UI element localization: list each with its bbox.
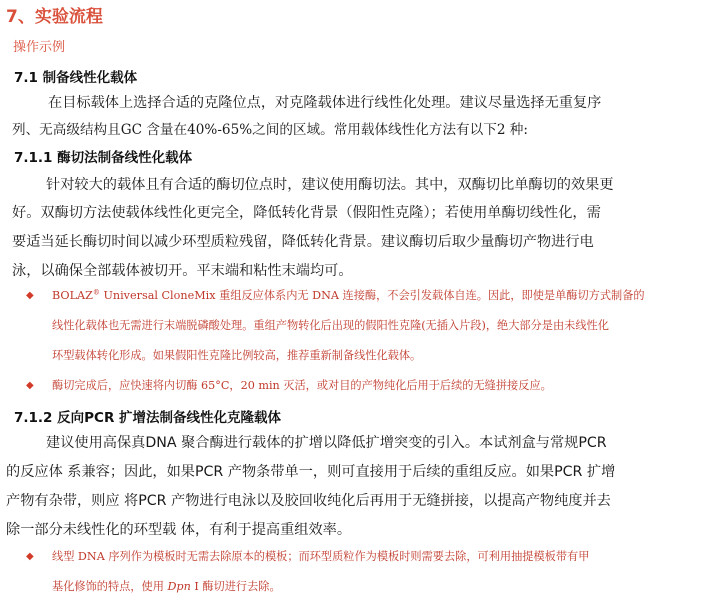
note-line — [52, 578, 281, 594]
note-text: 基化修饰的特点，使用 — [52, 580, 168, 593]
heading-7-1-2: 7.1.2 反向PCR 扩增法制备线性化克隆载体 — [14, 410, 282, 426]
paragraph-line: 在目标载体上选择合适的克隆位点，对克隆载体进行线性化处理。建议尽量选择无重复序 — [48, 95, 602, 111]
note-line: 环型载体转化形成。如果假阳性克隆比例较高，推荐重新制备线性化载体。 — [52, 349, 422, 362]
section-title: 7、实验流程 — [6, 7, 103, 27]
note-line: 酶切完成后，应快速将内切酶 65°C，20 min 灭活，或对目的产物纯化后用于后续的无缝拼接反应。 — [52, 379, 552, 392]
note-line: 线型 DNA 序列作为模板时无需去除原本的模板；而环型质粒作为模板时则需要去除，可利用抽提模板带有甲 — [52, 550, 590, 563]
diamond-bullet-icon: ◆ — [26, 290, 34, 301]
paragraph-line: 针对较大的载体且有合适的酶切位点时，建议使用酶切法。其中，双酶切比单酶切的效果更 — [46, 177, 614, 193]
paragraph-line: 列、无高级结构且GC 含量在40%-65%之间的区域。常用载体线性化方法有以下2 种: — [12, 122, 528, 138]
enzyme-name: Dpn — [167, 580, 191, 593]
paragraph-line: 除一部分未线性化的环型载 体，有利于提高重组效率。 — [6, 522, 352, 538]
paragraph-line: 产物有杂带，则应 将PCR 产物进行电泳以及胶回收纯化后再用于无缝拼接，以提高产物纯度并去 — [6, 493, 611, 509]
paragraph-line: 要适当延长酶切时间以减少环型质粒残留，降低转化背景。建议酶切后取少量酶切产物进行电 — [12, 234, 594, 250]
registered-mark: ® — [92, 288, 100, 297]
note-text: Universal CloneMix 重组反应体系内无 DNA 连接酶，不会引发载体自连。因此，即使是单酶切方式制备的 — [99, 289, 645, 302]
paragraph-line: 的反应体 系兼容；因此，如果PCR 产物条带单一，则可直接用于后续的重组反应。如果PCR 扩增 — [6, 464, 616, 480]
note-line — [52, 287, 645, 303]
example-label: 操作示例 — [13, 40, 66, 55]
paragraph-line: 建议使用高保真DNA 聚合酶进行载体的扩增以降低扩增突变的引入。本试剂盒与常规PCR — [46, 435, 607, 451]
heading-7-1: 7.1 制备线性化载体 — [14, 70, 138, 86]
heading-7-1-1: 7.1.1 酶切法制备线性化载体 — [14, 150, 193, 166]
paragraph-line: 泳，以确保全部载体被切开。平末端和粘性末端均可。 — [12, 263, 353, 279]
diamond-bullet-icon: ◆ — [26, 551, 34, 562]
diamond-bullet-icon: ◆ — [26, 380, 34, 391]
note-text: I 酶切进行去除。 — [190, 580, 281, 593]
brand-name: BOLAZ — [52, 289, 93, 302]
note-line: 线性化载体也无需进行末端脱磷酸处理。重组产物转化后出现的假阳性克隆(无插入片段)，绝大部分是由未线性化 — [52, 319, 609, 332]
paragraph-line: 好。双酶切方法使载体线性化更完全，降低转化背景（假阳性克隆）；若使用单酶切线性化，需 — [12, 205, 601, 221]
